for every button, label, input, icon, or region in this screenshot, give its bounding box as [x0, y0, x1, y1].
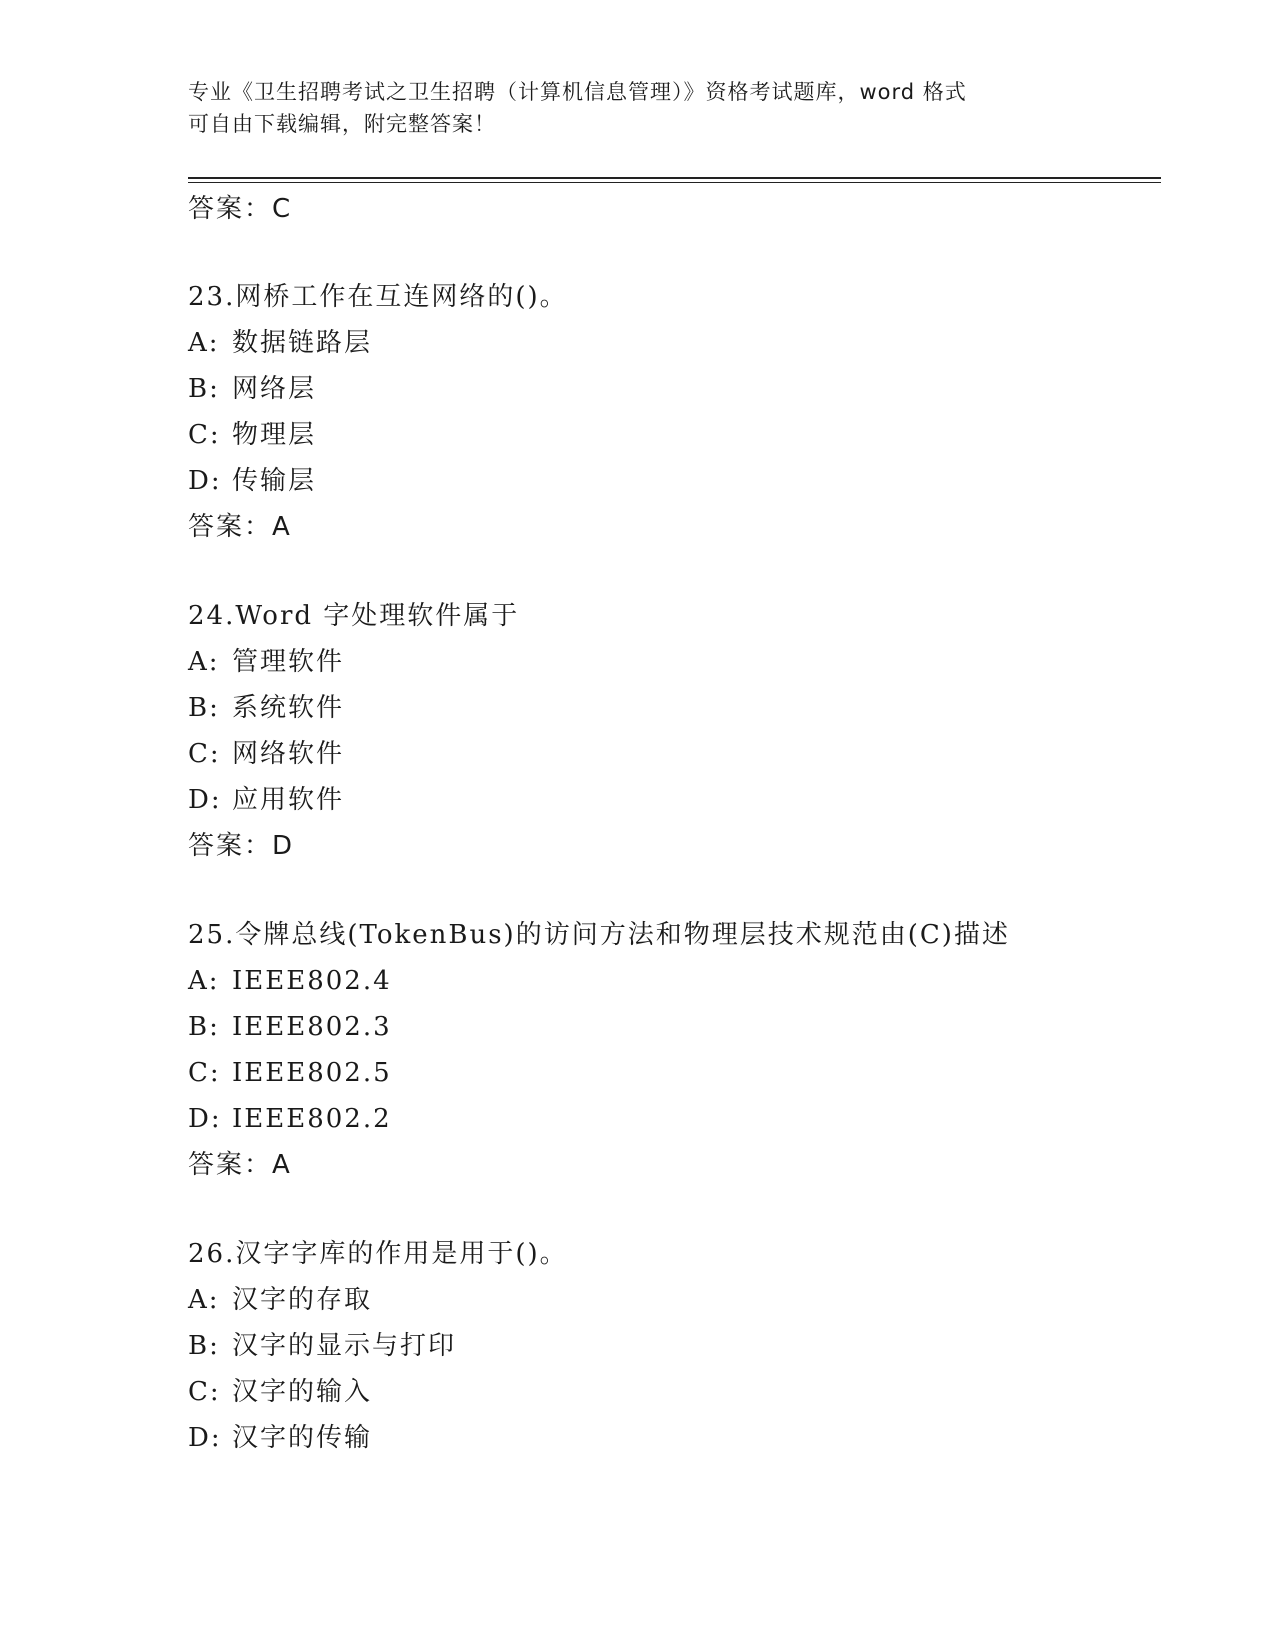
option-text: 汉字的输入 — [232, 1377, 373, 1407]
question-stem: 24.Word 字处理软件属于 — [188, 601, 520, 631]
option-c — [188, 412, 568, 458]
option-letter: B: — [188, 374, 220, 404]
option-text: 网络层 — [232, 374, 317, 404]
option-letter: A: — [188, 1285, 220, 1315]
header-divider-thin — [188, 182, 1161, 183]
option-d — [188, 1096, 1010, 1142]
option-letter: A: — [188, 328, 220, 358]
question-24 — [188, 593, 519, 869]
option-letter: A: — [188, 966, 220, 996]
header-line-2: 可自由下载编辑，附完整答案！ — [188, 112, 496, 136]
option-letter: D: — [188, 785, 222, 815]
header-line-1: 专业《卫生招聘考试之卫生招聘（计算机信息管理）》资格考试题库，word 格式 — [188, 80, 967, 104]
answer-label: 答案：A — [188, 1150, 292, 1180]
option-letter: C: — [188, 1058, 221, 1088]
option-c — [188, 1369, 568, 1415]
question-26 — [188, 1231, 568, 1461]
option-c — [188, 731, 519, 777]
answer-label: 答案：D — [188, 831, 295, 861]
option-a — [188, 639, 519, 685]
option-letter: D: — [188, 466, 222, 496]
option-text: 系统软件 — [232, 693, 345, 723]
option-letter: C: — [188, 420, 221, 450]
option-letter: C: — [188, 739, 221, 769]
option-text: 传输层 — [232, 466, 317, 496]
option-letter: D: — [188, 1104, 222, 1134]
option-letter: A: — [188, 647, 220, 677]
option-text: 汉字的存取 — [232, 1285, 373, 1315]
option-text: IEEE802.5 — [232, 1058, 392, 1088]
option-a — [188, 320, 568, 366]
option-text: 网络软件 — [232, 739, 345, 769]
option-text: 汉字的显示与打印 — [232, 1331, 457, 1361]
answer-label: 答案：C — [188, 194, 293, 224]
document-header — [188, 76, 1088, 140]
option-text: 物理层 — [232, 420, 317, 450]
option-letter: B: — [188, 1012, 220, 1042]
option-text: 数据链路层 — [232, 328, 373, 358]
option-text: 汉字的传输 — [232, 1423, 373, 1453]
previous-answer-block — [188, 186, 292, 232]
option-b — [188, 366, 568, 412]
option-d — [188, 777, 519, 823]
question-25 — [188, 912, 1010, 1188]
question-stem: 23.网桥工作在互连网络的()。 — [188, 282, 568, 312]
option-letter: B: — [188, 693, 220, 723]
question-stem: 26.汉字字库的作用是用于()。 — [188, 1239, 568, 1269]
header-divider — [188, 177, 1161, 179]
answer-label: 答案：A — [188, 512, 292, 542]
option-d — [188, 1415, 568, 1461]
option-text: 管理软件 — [232, 647, 345, 677]
option-text: IEEE802.3 — [232, 1012, 392, 1042]
option-letter: B: — [188, 1331, 220, 1361]
option-a — [188, 958, 1010, 1004]
question-stem: 25.令牌总线(TokenBus)的访问方法和物理层技术规范由(C)描述 — [188, 920, 1010, 950]
option-letter: D: — [188, 1423, 222, 1453]
option-d — [188, 458, 568, 504]
option-b — [188, 1323, 568, 1369]
option-text: IEEE802.4 — [232, 966, 392, 996]
option-b — [188, 1004, 1010, 1050]
option-c — [188, 1050, 1010, 1096]
option-text: 应用软件 — [232, 785, 345, 815]
question-23 — [188, 274, 568, 550]
option-b — [188, 685, 519, 731]
option-a — [188, 1277, 568, 1323]
option-letter: C: — [188, 1377, 221, 1407]
option-text: IEEE802.2 — [232, 1104, 392, 1134]
